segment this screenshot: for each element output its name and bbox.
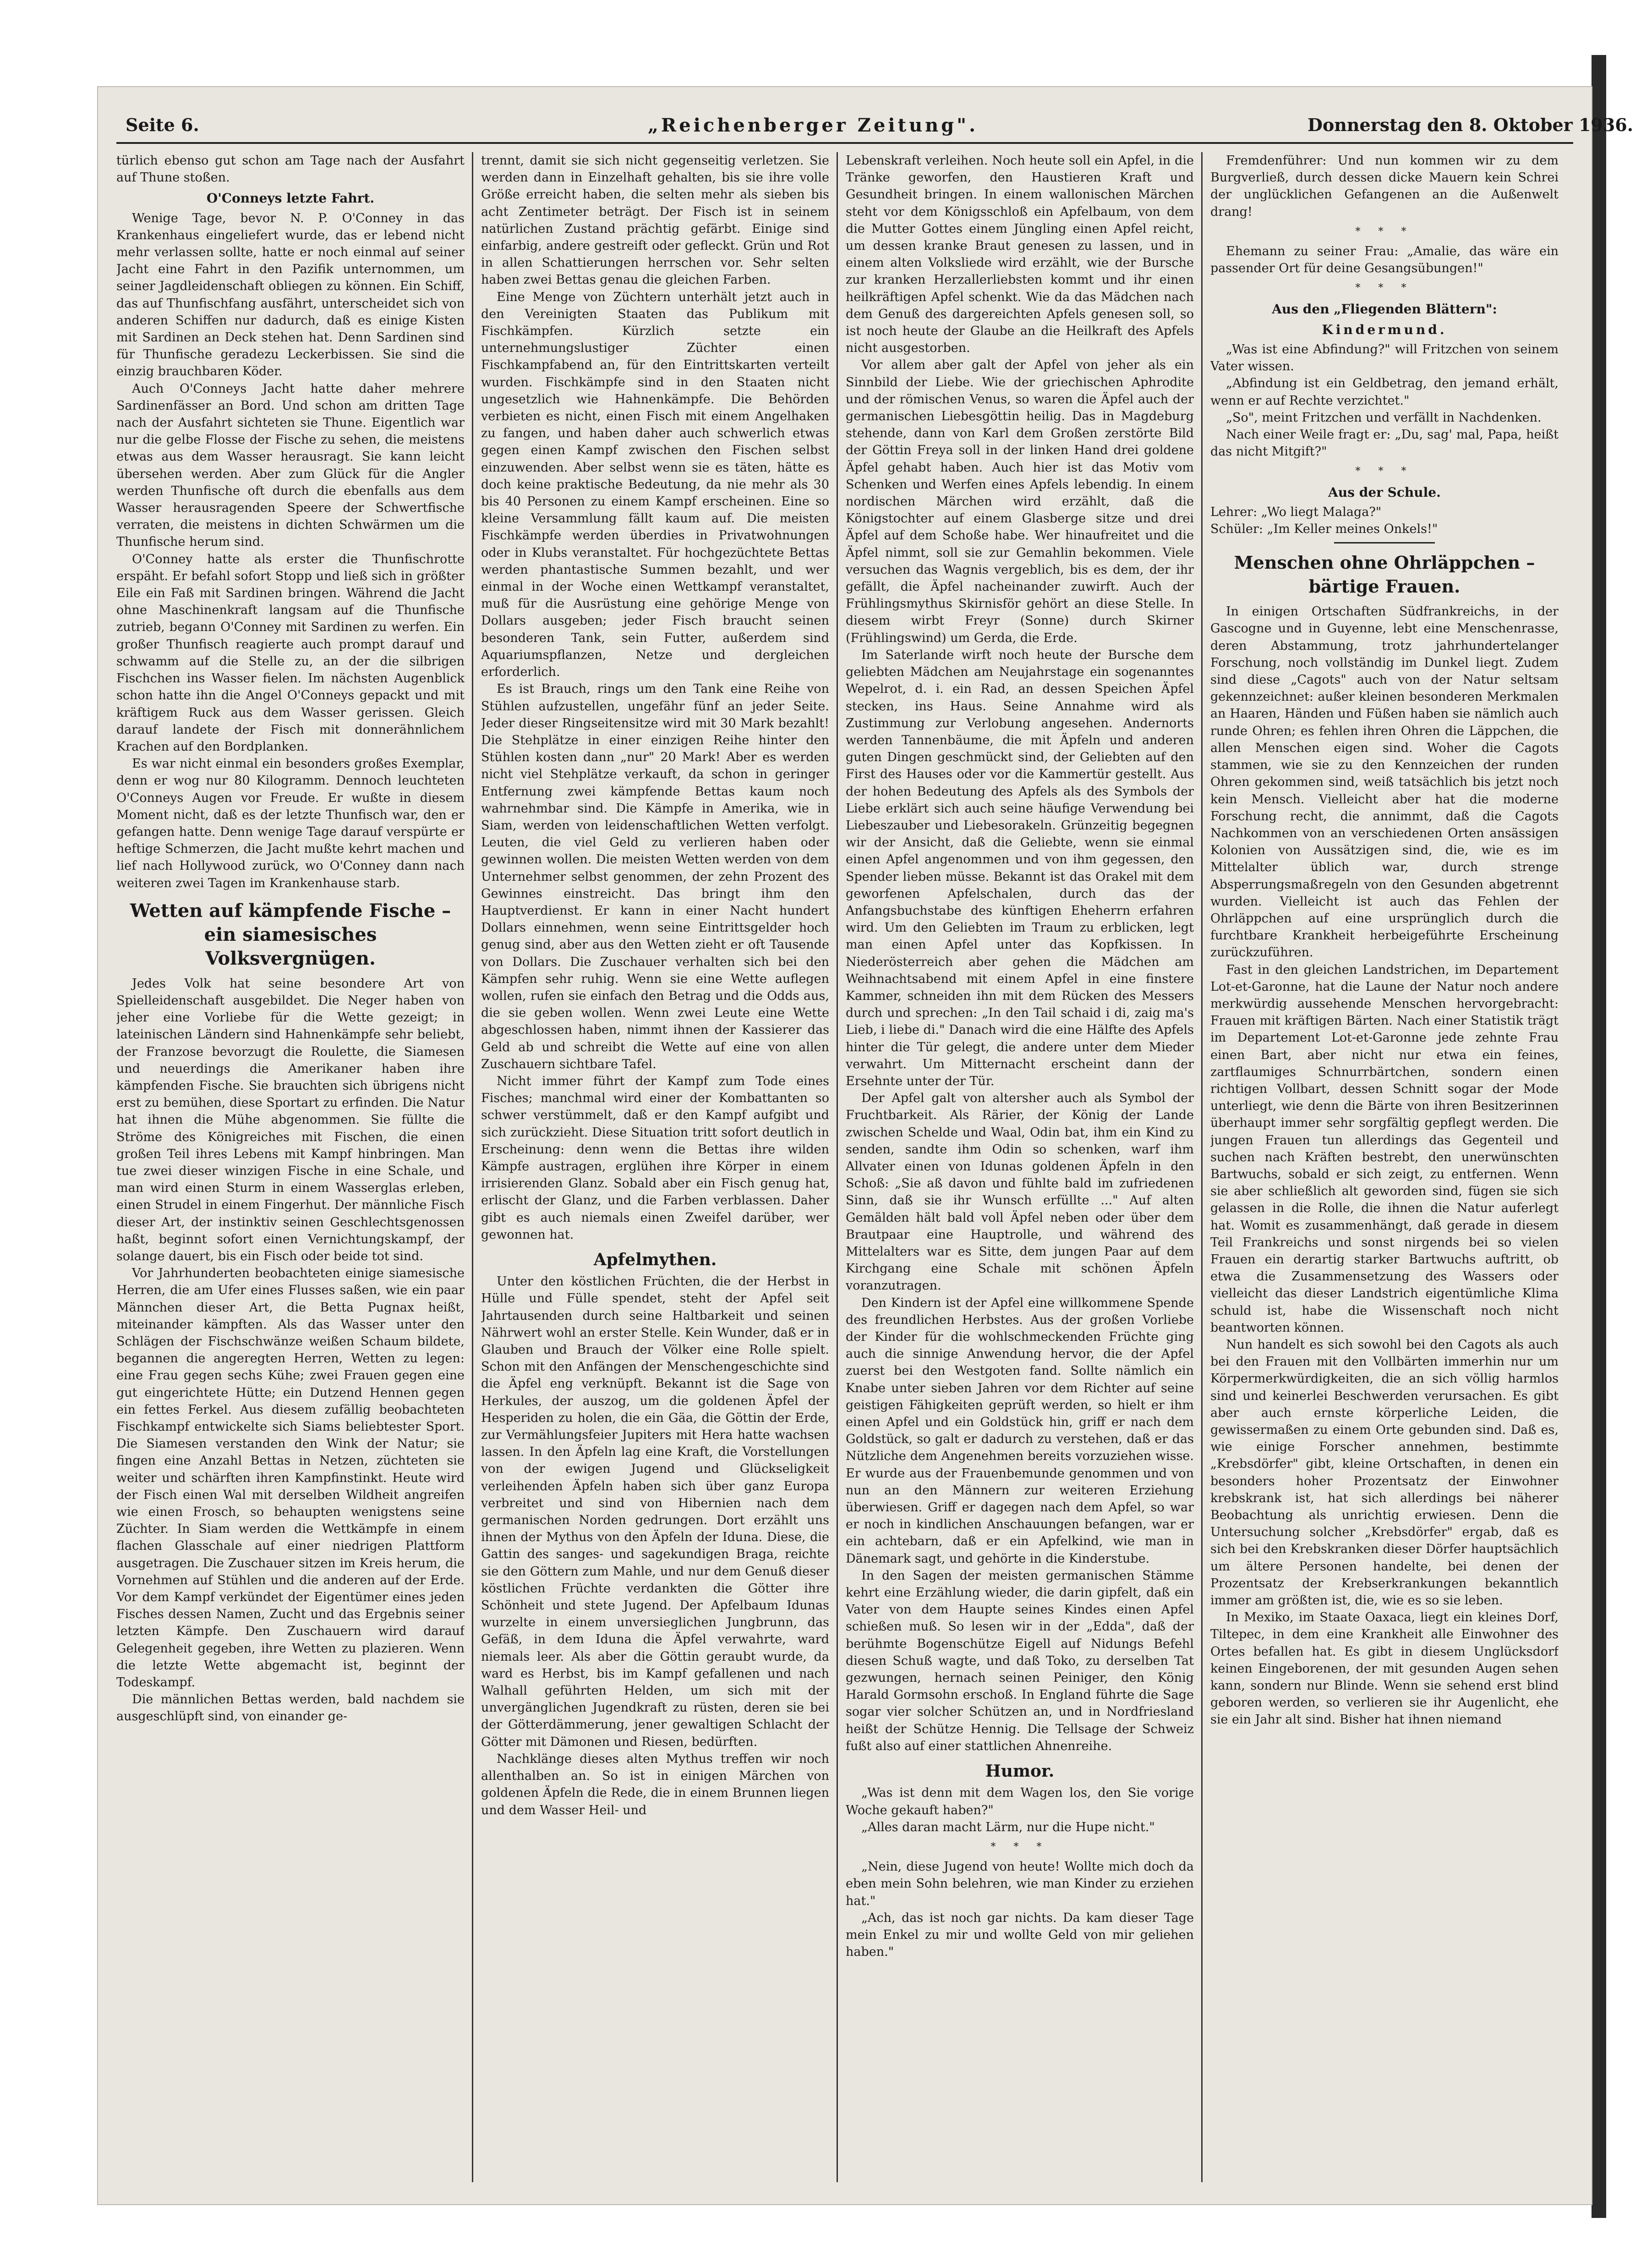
paragraph: Nachklänge dieses alten Mythus treffen wir noch allenthalben an. So ist in einigen Märchen von goldenen Äpfeln die Rede, die in einem Brunnen liegen und dem Wasser Heil- und — [481, 1751, 829, 1817]
issue-date: Donnerstag den 8. Oktober 1936. — [1307, 115, 1633, 135]
article-headline: Apfelmythen. — [593, 1250, 717, 1269]
paragraph: „Nein, diese Jugend von heute! Wollte mich doch da eben mein Sohn belehren, wie man Kinder zu erziehen hat." — [846, 1860, 1194, 1908]
paragraph: „Was ist denn mit dem Wagen los, den Sie vorige Woche gekauft haben?" — [846, 1786, 1194, 1817]
separator-stars: * * * — [1355, 282, 1414, 294]
paragraph: „Was ist eine Abfindung?" will Fritzchen von seinem Vater wissen. — [1210, 342, 1559, 374]
paragraph: „So", meint Fritzchen und verfällt in Nachdenken. — [1226, 410, 1542, 425]
divider-rule — [1334, 542, 1435, 543]
newspaper-page — [98, 87, 1633, 2204]
paragraph: Schüler: „Im Keller meines Onkels!" — [1210, 522, 1438, 537]
paragraph: Vor allem aber galt der Apfel von jeher als ein Sinnbild der Liebe. Wie der griechischen Aphrodite und der römischen Venus, so waren die Äpfel auch der germanischen Liebesgöttin heilig. Das in Magdeburg stehende, dann von Karl dem Großen zerstörte Bild der Göttin Freya soll in der linken Hand drei goldene Äpfel gehabt haben. Auch hier ist das Motiv vom Schenken und Werfen eines Apfels lebendig. In einem nordischen Märchen wird erzählt, daß die Königstochter auf einem Glasberge sitze und drei Äpfel auf dem Schoße habe. Wer hinaufreitet und die Äpfel nimmt, soll sie zur Gemahlin bekommen. Viele versuchen das Wagnis vergeblich, bis es dem, der ihr gefällt, die Äpfel nacheinander zuwirft. Auch der Frühlingsmythus Skirnisför gehört an diese Stelle. In diesem wirbt Freyr (Sonne) durch Skirner (Frühlingswind) um Gerda, die Erde. — [846, 358, 1194, 645]
section-heading: Aus den „Fliegenden Blättern": — [1272, 301, 1497, 317]
paragraph: Nun handelt es sich sowohl bei den Cagots als auch bei den Frauen mit den Vollbärten immerhin nur um Körpermerkwürdigkeiten, die an sich völlig harmlos sind und keinerlei Beschwerden verursachen. Es gibt aber auch ernste körperliche Leiden, die gewissermaßen zu einem Orte gebunden sind. Daß es, wie einige Forscher annehmen, bestimmte „Krebsdörfer" gibt, kleine Ortschaften, in denen ein besonders hoher Prozentsatz der Einwohner krebskrank ist, hat sich allerdings bei näherer Beobachtung als unrichtig erwiesen. Denn die Untersuchung solcher „Krebsdörfer" ergab, daß es sich bei den Krebskranken dieser Dörfer hauptsächlich um ältere Personen handelte, bei denen der Prozentsatz der Krebserkrankungen bekanntlich immer am größten ist, die, wie es so sie leben. — [1210, 1338, 1559, 1608]
separator-stars: * * * — [990, 1841, 1049, 1853]
paragraph: türlich ebenso gut schon am Tage nach der Ausfahrt auf Thune stoßen. — [116, 154, 465, 185]
paragraph: Wenige Tage, bevor N. P. O'Conney in das Krankenhaus eingeliefert wurde, das er lebend nicht mehr verlassen sollte, hatte er noch einmal auf seiner Jacht eine Fahrt in den Pazifik unternommen, um seiner Jagdleidenschaft obliegen zu können. Ein Schiff, das auf Thunfischfang ausfährt, unterscheidet sich von anderen Schiffen nur dadurch, daß es einige Kisten mit Sardinen an Deck stehen hat. Denn Sardinen sind für Thunfische geradezu Leckerbissen. Sie sind die einzig brauchbaren Köder. — [116, 211, 465, 379]
paragraph: O'Conney hatte als erster die Thunfischrotte erspäht. Er befahl sofort Stopp und ließ sich in größter Eile ein Faß mit Sardinen bringen. Während die Jacht ohne Maschinenkraft langsam auf die Thunfische zutrieb, begann O'Conney mit Sardinen zu werfen. Ein großer Thunfisch reagierte auch prompt darauf und schwamm auf die Stelle zu, an der die silbrigen Fischchen ins Wasser fielen. Im nächsten Augenblick schon hatte ihn die Angel O'Conneys gepackt und mit kräftigem Ruck aus dem Wasser gerissen. Gleich darauf landete der Fisch mit donnerähnlichem Krachen auf den Bordplanken. — [116, 552, 465, 754]
paragraph: Es ist Brauch, rings um den Tank eine Reihe von Stühlen aufzustellen, ungefähr fünf an jeder Seite. Jeder dieser Ringseitensitze wird mit 30 Mark bezahlt! Die Stehplätze in einer einzigen Reihe hinter den Stühlen kosten dann „nur" 20 Mark! Aber es werden nicht viel Stehplätze verkauft, da schon in geringer Entfernung zwei kämpfende Bettas kaum noch wahrnehmbar sind. Die Kämpfe in Amerika, wie in Siam, werden von leidenschaftlichen Wetten verfolgt. Leuten, die viel Geld zu verlieren haben oder gewinnen wollen. Die meisten Wetten werden von dem Unternehmer selbst genommen, der zehn Prozent des Gewinnes einstreicht. Das bringt ihm den Hauptverdienst. Er kann in einer Nacht hundert Dollars einnehmen, wenn seine Eintrittsgelder hoch genug sind, aber aus den Wetten zieht er oft Tausende von Dollars. Die Zuschauer verhalten sich bei den Kämpfen sehr ruhig. Wenn sie eine Wette auflegen wollen, rufen sie einfach den Betrag und die Odds aus, die sie geben wollen. Wenn zwei Leute eine Wette abgeschlossen haben, nimmt ihnen der Kassierer das Geld ab und schreibt die Wette auf eine von allen Zuschauern sichtbare Tafel. — [481, 682, 829, 1071]
separator-stars: * * * — [1355, 225, 1414, 237]
paragraph: Nach einer Weile fragt er: „Du, sag' mal, Papa, heißt das nicht Mitgift?" — [1210, 428, 1559, 459]
section-heading: Aus der Schule. — [1328, 484, 1441, 500]
masthead: „Reichenberger Zeitung". — [648, 115, 978, 136]
paragraph: Auch O'Conneys Jacht hatte daher mehrere Sardinenfässer an Bord. Und schon am dritten Tage nach der Ausfahrt sichteten sie Thune. Eigentlich war nur die gelbe Flosse der Fische zu sehen, die meistens etwas aus dem Wasser herausragt. Sie kann leicht übersehen werden. Aber zum Glück für die Angler werden Thunfische oft durch die ebenfalls aus dem Wasser herausragenden Speere der Schwertfische verraten, die meistens in dichten Schwärmen um die Thunfische herum sind. — [116, 381, 465, 549]
scan-edge — [1592, 55, 1606, 2218]
column-divider — [1201, 152, 1203, 2182]
column-1 — [116, 152, 465, 2159]
paragraph: Fremdenführer: Und nun kommen wir zu dem Burgverließ, durch dessen dicke Mauern kein Schrei der unglücklichen Gefangenen an die Außenwelt drang! — [1210, 154, 1559, 219]
paragraph: Ehemann zu seiner Frau: „Amalie, das wäre ein passender Ort für deine Gesangsübungen!" — [1210, 244, 1559, 276]
section-heading: Kindermund. — [1322, 322, 1447, 337]
paragraph: Eine Menge von Züchtern unterhält jetzt auch in den Vereinigten Staaten das Publikum mit Fischkämpfen. Kürzlich setzte ein unternehmungslustiger Züchter einen Fischkampfabend an, für den Eintrittskarten verteilt wurden. Fischkämpfe sind in den Staaten nicht ungesetzlich wie Hahnenkämpfe. Die Behörden verbieten es nicht, einen Fisch mit einem Angelhaken zu fangen, und haben daher auch schwerlich etwas gegen einen Kampf zwischen den Fischen selbst einzuwenden. Aber selbst wenn sie es täten, hätte es doch keine praktische Bedeutung, da nie mehr als 30 bis 40 Personen zu einem Kampf erscheinen. Eine so kleine Versammlung fällt kaum auf. Die meisten Fischkämpfe werden überdies in Privatwohnungen oder in Klubs veranstaltet. Für hochgezüchtete Bettas werden phantastische Summen bezahlt, und wer einmal in der Woche einen Wettkampf veranstaltet, muß für die Ausrüstung eine gehörige Menge von Dollars ausgeben; jeder Fisch braucht seinen besonderen Tank, sein Futter, außerdem sind Aquariumspflanzen, Netze und dergleichen erforderlich. — [481, 290, 829, 680]
column-divider — [472, 152, 473, 2182]
paragraph: In den Sagen der meisten germanischen Stämme kehrt eine Erzählung wieder, die darin gipfelt, daß ein Vater von dem Haupte seines Kindes einen Apfel schießen muß. So lesen wir in der „Edda", daß der berühmte Bogenschütze Eigell auf Nidungs Befehl diesen Schuß wagte, und daß Toko, zu derselben Tat gezwungen, hernach seinen Peiniger, den König Harald Gormsohn erschoß. In England führte die Sage sogar vier solcher Schützen an, und in Nordfriesland heißt der Schütze Hennig. Die Tellsage der Schweiz fußt also auf einer stattlichen Ahnenreihe. — [846, 1568, 1194, 1753]
paragraph: Es war nicht einmal ein besonders großes Exemplar, denn er wog nur 80 Kilogramm. Dennoch leuchteten O'Conneys Augen vor Freude. Er wußte in diesem Moment nicht, daß es der letzte Thunfisch war, den er gefangen hatte. Denn wenige Tage darauf verspürte er heftige Schmerzen, die Jacht mußte kehrt machen und lief nach Hollywood zurück, wo O'Conney dann nach weiteren zwei Tagen im Krankenhause starb. — [116, 757, 465, 890]
paragraph: Vor Jahrhunderten beobachteten einige siamesische Herren, die am Ufer eines Flusses saßen, wie ein paar Männchen dieser Art, die Betta Pugnax heißt, miteinander kämpften. Als das Wasser unter den Schlägen der Fischschwänze weißen Schaum bildete, begannen die angeregten Herren, Wetten zu legen: eine Frau gegen sechs Kühe; zwei Frauen gegen eine gut eingerichtete Hütte; ein Dutzend Hennen gegen ein fettes Ferkel. Aus diesem zufällig beobachteten Fischkampf entwickelte sich Siams beliebtester Sport. Die Siamesen verstanden den Wink der Natur; sie fingen eine Anzahl Bettas in Netzen, züchteten sie weiter und schärften ihren Kampfinstinkt. Heute wird der Fisch einen Wal mit derselben Wildheit angreifen wie einen Frosch, so behaupten wenigstens seine Züchter. In Siam werden die Wettkämpfe in einem flachen Glasschale auf einer niedrigen Plattform ausgetragen. Die Zuschauer sitzen im Kreis herum, die Vornehmen auf Stühlen und die anderen auf der Erde. Vor dem Kampf verkündet der Eigentümer eines jeden Fisches dessen Namen, Zucht und das Ergebnis seiner letzten Kämpfe. Den Zuschauern wird darauf Gelegenheit gegeben, ihre Wetten zu plazieren. Wenn die letzte Wette abgemacht ist, beginnt der Todeskampf. — [116, 1266, 465, 1690]
header-rule — [116, 142, 1573, 144]
article-headline: Humor. — [985, 1762, 1055, 1781]
paragraph: Der Apfel galt von altersher auch als Symbol der Fruchtbarkeit. Als Rärier, der König der Lande zwischen Schelde und Waal, Odin bat, ihm ein Kind zu senden, sandte ihm Odin so schenken, warf ihm Allvater einen von Idunas goldenen Äpfeln in den Schoß: „Sie aß davon und fühlte bald im zufriedenen Sinn, daß sie ihr Wunsch erfüllte ..." Auf alten Gemälden hält bald voll Äpfel neben oder über dem Brautpaar eine Hauptrolle, und während des Mittelalters war es Sitte, dem jungen Paar auf dem Kirchgang eine Schale mit schönen Äpfeln voranzutragen. — [846, 1091, 1194, 1293]
paragraph: Jedes Volk hat seine besondere Art von Spielleidenschaft ausgebildet. Die Neger haben von jeher eine Vorliebe für die Wette gezeigt; in lateinischen Ländern sind Hahnenkämpfe sehr beliebt, der Franzose bevorzugt die Roulette, die Siamesen und neuerdings die Amerikaner haben ihre kämpfenden Fische. Sie brauchten sich übrigens nicht erst zu bemühen, diese Sportart zu erfinden. Die Natur hat ihnen die Mühe abgenommen. Sie füllte die Ströme des Königreiches mit Fischen, die einen großen Teil ihres Lebens mit Kampf hinbringen. Man tue zwei dieser winzigen Fische in eine Schale, und man wird einen Sturm in einem Wasserglas erleben, einen Strudel in einem Fingerhut. Der männliche Fisch dieser Art, der instinktiv seinen Geschlechtsgenossen haßt, beginnt sofort einen Vernichtungskampf, der solange dauert, bis ein Fisch oder beide tot sind. — [116, 976, 465, 1263]
paragraph: In Mexiko, im Staate Oaxaca, liegt ein kleines Dorf, Tiltepec, in dem eine Krankheit alle Einwohner des Ortes befallen hat. Es gibt in diesem Unglücksdorf keinen Eingeborenen, der mit gesunden Augen sehen kann, sondern nur Blinde. Wenn sie sehend erst blind geboren werden, so verlieren sie ihr Augenlicht, ehe sie ein Jahr alt sind. Bisher hat ihnen niemand — [1210, 1610, 1559, 1727]
paragraph: „Ach, das ist noch gar nichts. Da kam dieser Tage mein Enkel zu mir und wollte Geld von mir geliehen haben." — [846, 1910, 1194, 1959]
paragraph: Unter den köstlichen Früchten, die der Herbst in Hülle und Fülle spendet, steht der Apfel seit Jahrtausenden durch seine Haltbarkeit und seinen Nährwert wohl an erster Stelle. Kein Wunder, daß er in Glauben und Brauch der Völker eine Rolle spielt. Schon mit den Anfängen der Menschengeschichte sind die Äpfel eng verknüpft. Bekannt ist die Sage von Herkules, der auszog, um die goldenen Äpfel der Hesperiden zu holen, die ein Gäa, die Göttin der Erde, zur Vermählungsfeier Jupiters mit Hera hatte wachsen lassen. In den Äpfeln lag eine Kraft, die Vorstellungen von der ewigen Jugend und Glückseligkeit verleihenden Äpfeln haben sich über ganz Europa verbreitet und sind von Hibernien nach dem germanischen Norden gedrungen. Dort erzählt uns ihnen der Mythus von den Äpfeln der Iduna. Diese, die Gattin des sanges- und sagekundigen Braga, reichte sie den Göttern zum Mahle, und nur dem Genuß dieser köstlichen Früchte verdankten die Götter ihre Schönheit und stete Jugend. Der Apfelbaum Idunas wurzelte in einem unversieglichen Jungbrunn, das Gefäß, in dem Iduna die Äpfel verwahrte, ward niemals leer. Als aber die Göttin geraubt wurde, da ward es Herbst, bis im Kampf gefallenen und nach Walhall geführten Helden, um sich mit der unvergänglichen Jugendkraft zu rüsten, deren sie bei der Götterdämmerung, jener gewaltigen Schlacht der Götter mit Dämonen und Riesen, bedürften. — [481, 1274, 829, 1749]
article-headline: Wetten auf kämpfende Fische – ein siamesisches Volksvergnügen. — [130, 900, 451, 969]
paragraph: Den Kindern ist der Apfel eine willkommene Spende des freundlichen Herbstes. Aus der großen Vorliebe der Kinder für die wohlschmeckenden Früchte ging auch die sinnige Anwendung hervor, die der Apfel zuerst bei den Westgoten fand. Sollte nämlich ein Knabe unter sieben Jahren vor dem Richter auf seine geistigen Fähigkeiten geprüft werden, so hielt er ihm einen Apfel und ein Goldstück hin, griff er nach dem Goldstück, so galt er dadurch zu verstehen, daß er das Nützliche dem Angenehmen bereits vorzuziehen wisse. Er wurde aus der Frauenbemunde genommen und von nun an den Männern zur weiteren Erziehung überwiesen. Griff er dagegen nach dem Apfel, so war er noch in kindlichen Anschauungen befangen, war er ein achtebarn, daß er ein Apfelkind, wie man in Dänemark sagt, und gehörte in die Kinderstube. — [846, 1295, 1194, 1566]
paragraph: Nicht immer führt der Kampf zum Tode eines Fisches; manchmal wird einer der Kombattanten so schwer verstümmelt, daß er den Kampf aufgibt und sich zurückzieht. Diese Situation tritt sofort deutlich in Erscheinung: denn wenn die Bettas ihre wilden Kämpfe austragen, erglühen ihre Körper in einem irrisierenden Glanz. Sobald aber ein Fisch genug hat, erlischt der Glanz, und die Farben verblassen. Daher gibt es auch niemals einen Zweifel darüber, wer gewonnen hat. — [481, 1074, 829, 1242]
paragraph: „Abfindung ist ein Geldbetrag, den jemand erhält, wenn er auf Rechte verzichtet." — [1210, 376, 1559, 408]
paragraph: Fast in den gleichen Landstrichen, im Departement Lot-et-Garonne, hat die Laune der Natur noch andere merkwürdig aussehende Menschen hervorgebracht: Frauen mit kräftigen Bärten. Nach einer Statistik trägt im Departement Lot-et-Garonne jede zehnte Frau einen Bart, aber nicht nur etwa ein feines, zartflaumiges Schnurrbärtchen, sondern einen richtigen Vollbart, dessen Schnitt sogar der Mode unterliegt, wie denn die Bärte von ihren Besitzerinnen überhaupt immer sehr sorgfältig gepflegt werden. Die jungen Frauen tun allerdings das Gegenteil und suchen nach Kräften bestrebt, den unerwünschten Bartwuchs, sobald er sich zeigt, zu entfernen. Wenn sie aber schließlich alt geworden sind, fügen sie sich gelassen in die Rolle, die ihnen die Natur auferlegt hat. Womit es zusammenhängt, daß gerade in diesem Teil Frankreichs und sonst nirgends bei so vielen Frauen ein derartig starker Bartwuchs auftritt, ob etwa die Zusammensetzung des Wassers oder vielleicht das dieser Landstrich eigentümliche Klima schuld ist, habe die Wissenschaft noch nicht beantworten können. — [1210, 962, 1559, 1335]
column-4 — [1210, 152, 1559, 2159]
page-number: Seite 6. — [126, 115, 199, 135]
column-divider — [837, 152, 838, 2182]
section-heading: O'Conneys letzte Fahrt. — [206, 191, 375, 206]
paragraph: trennt, damit sie sich nicht gegenseitig verletzen. Sie werden dann in Einzelhaft gehalten, bis sie ihre volle Größe erreicht haben, die selten mehr als sieben bis acht Zentimeter beträgt. Der Fisch ist in seinem natürlichen Zustand prächtig gefärbt. Einige sind einfarbig, andere gestreift oder gefleckt. Grün und Rot in allen Schattierungen herrschen vor. Sehr selten haben zwei Bettas genau die gleichen Farben. — [481, 154, 829, 287]
article-headline: Menschen ohne Ohrläppchen – bärtige Frauen. — [1234, 552, 1535, 597]
paragraph: In einigen Ortschaften Südfrankreichs, in der Gascogne und in Guyenne, lebt eine Menschenrasse, deren Abstammung, trotz jahrhundertelanger Forschung, noch vollständig im Dunkel liegt. Zudem sind diese „Cagots" auch von der Natur seltsam gekennzeichnet: außer kleinen besonderen Merkmalen an Haaren, Händen und Füßen haben sie nämlich auch runde Ohren; es fehlen ihren Ohren die Läppchen, die allen Menschen eigen sind. Woher die Cagots stammen, wie sie zu den Kennzeichen der runden Ohren gekommen sind, weiß tatsächlich bis jetzt noch kein Mensch. Vielleicht aber hat die moderne Forschung recht, die annimmt, daß die Cagots Nachkommen von an verschiedenen Orten ansässigen Kolonien von Aussätzigen sind, die, wie es im Mittelalter üblich war, durch strenge Absperrungsmaßregeln von den Gesunden abgetrennt wurden. Vielleicht ist auch das Fehlen der Ohrläppchen auf eine ursprünglich durch die furchtbare Krankheit herbeigeführte Erscheinung zurückzuführen. — [1210, 604, 1559, 960]
paragraph: Lebenskraft verleihen. Noch heute soll ein Apfel, in die Tränke geworfen, den Haustieren Kraft und Gesundheit bringen. In einem wallonischen Märchen steht vor dem Königsschloß ein Apfelbaum, von dem die Mutter Gottes einem Jüngling einen Apfel reicht, um dessen kranke Braut genesen zu lassen, und in einem alten Volksliede wird erzählt, wie der Bursche zur kranken Herzallerliebsten kommt und ihr einen heilkräftigen Apfel schenkt. Wie da das Mädchen nach dem Genuß des dargereichten Apfels genesen soll, so ist noch heute der Glaube an die Heilkraft des Apfels nicht ausgestorben. — [846, 154, 1194, 356]
column-2 — [481, 152, 829, 2159]
paragraph: Lehrer: „Wo liegt Malaga?" — [1210, 505, 1382, 519]
paragraph: „Alles daran macht Lärm, nur die Hupe nicht." — [861, 1820, 1155, 1834]
paragraph: Im Saterlande wirft noch heute der Bursche dem geliebten Mädchen am Neujahrstage ein sogenanntes Wepelrot, d. i. ein Rad, an dessen Speichen Äpfel stecken, ins Haus. Seine Annahme wird als Zustimmung zur Verlobung angesehen. Andernorts werden Tannenbäume, die mit Äpfeln und anderen guten Dingen geschmückt sind, der Geliebten auf den First des Hauses oder vor die Kammertür gestellt. Aus der hohen Bedeutung des Apfels als des Symbols der Liebe erklärt sich auch seine häufige Verwendung bei Liebeszauber und Liebesorakeln. Grünzeitig begegnen wir der Ansicht, daß die Geliebte, wenn sie einmal einen Apfel angenommen und von ihm gegessen, den Spender lieben müsse. Bekannt ist das Orakel mit dem geworfenen Apfelschalen, durch das der Anfangsbuchstabe des künftigen Eheherrn erfahren wird. Um den Geliebten im Traum zu erblicken, legt man einen Apfel unter das Kopfkissen. In Niederösterreich aber gehen die Mädchen am Weihnachtsabend mit einem Apfel in eine finstere Kammer, schneiden ihn mit dem Rücken des Messers durch und sprechen: „In den Tail schaid i di, zaig ma's Lieb, i liebe di." Danach wird die eine Hälfte des Apfels hinter die Tür gelegt, die andere unter dem Mieder verwahrt. Um Mitternacht erscheint dann der Ersehnte unter der Tür. — [846, 648, 1194, 1088]
separator-stars: * * * — [1355, 466, 1414, 477]
paragraph: Die männlichen Bettas werden, bald nachdem sie ausgeschlüpft sind, von einander ge- — [116, 1692, 465, 1724]
column-3 — [846, 152, 1194, 2159]
